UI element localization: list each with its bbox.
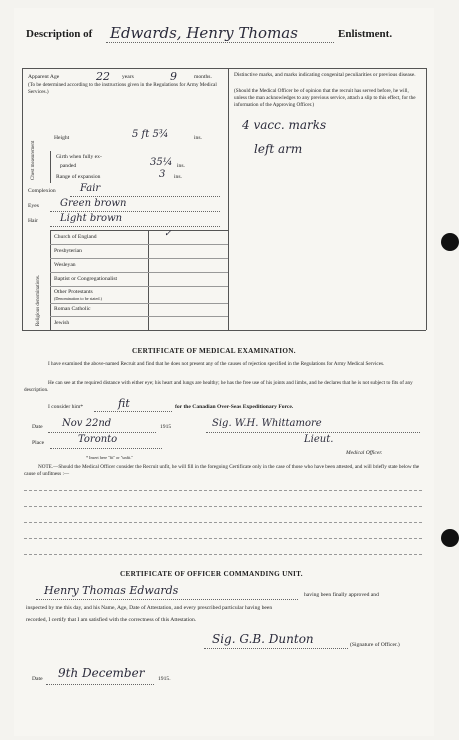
officer-date-label: Date <box>32 676 43 682</box>
height-unit: ins. <box>194 135 202 141</box>
religion-row-rule <box>50 316 228 317</box>
religion-jewish: Jewish <box>54 320 70 326</box>
range-unit: ins. <box>174 174 182 180</box>
cause-line <box>24 554 422 555</box>
column-divider <box>228 68 229 330</box>
medical-signature: Sig. W.H. Whittamore <box>212 418 322 429</box>
place-value: Toronto <box>78 434 118 445</box>
girth-label-line2: panded <box>60 163 77 169</box>
eyes-line <box>50 211 220 212</box>
bottom-rule <box>22 330 426 331</box>
complexion-label: Complexion <box>28 188 56 194</box>
cause-line <box>24 490 422 491</box>
age-years-value: 22 <box>96 70 110 83</box>
age-label: Apparent Age <box>28 74 60 80</box>
fit-note: * Insert here "fit" or "unfit." <box>86 455 134 460</box>
hair-label: Hair <box>28 218 38 224</box>
place-line <box>50 448 162 449</box>
punch-hole <box>441 529 459 547</box>
height-label: Height <box>54 135 70 141</box>
place-label: Place <box>32 440 45 446</box>
marks-line-2: left arm <box>254 142 303 156</box>
officer-year: 1915. <box>158 676 171 682</box>
religion-mark-rule <box>148 230 149 330</box>
religion-row-rule <box>50 303 228 304</box>
officer-line-1: having been finally approved and <box>304 592 379 598</box>
hair-line <box>50 226 220 227</box>
officer-signature: Sig. G.B. Dunton <box>212 632 314 646</box>
medical-signature-rank: Lieut. <box>304 434 334 445</box>
marks-note: (Should the Medical Officer be of opinion that the recruit has served before, he will, unless the man acknowledges to any previous service, attach a slip to this effect, for the information of the Approving Officer.) <box>234 88 416 108</box>
years-label: years <box>122 74 134 80</box>
religion-presbyterian: Presbyterian <box>54 248 82 254</box>
name-dotted-line <box>106 42 334 43</box>
religion-wesleyan: Wesleyan <box>54 262 76 268</box>
officer-heading: CERTIFICATE OF OFFICER COMMANDING UNIT. <box>120 570 303 578</box>
officer-date-line <box>46 684 154 685</box>
eyes-value: Green brown <box>60 198 127 209</box>
range-value: 3 <box>159 169 166 180</box>
religion-other-protestants: Other Protestants <box>54 289 93 295</box>
religion-row-rule <box>50 244 228 245</box>
medical-date-line <box>48 432 156 433</box>
consider-label: I consider him* <box>48 404 84 410</box>
cause-line <box>24 538 422 539</box>
marks-heading: Distinctive marks, and marks indicating congenital peculiarities or previous disease. <box>234 72 416 78</box>
medical-date-value: Nov 22nd <box>62 418 112 429</box>
religion-other-note: (Denomination to be stated.) <box>54 296 102 301</box>
months-label: months. <box>194 74 212 80</box>
medical-heading: CERTIFICATE OF MEDICAL EXAMINATION. <box>132 347 296 355</box>
chest-side-label: Chest measurement <box>31 140 36 180</box>
complexion-line <box>70 196 220 197</box>
officer-date-value: 9th December <box>58 666 145 680</box>
girth-value: 35¼ <box>150 157 173 168</box>
medical-officer-label: Medical Officer. <box>346 450 383 456</box>
age-months-value: 9 <box>170 70 177 83</box>
top-rule <box>22 68 426 69</box>
religion-left-rule <box>50 230 51 330</box>
officer-name-line <box>36 599 298 600</box>
religion-roman-catholic: Roman Catholic <box>54 306 91 312</box>
religion-top-rule <box>50 230 228 231</box>
officer-recruit-name: Henry Thomas Edwards <box>44 584 179 597</box>
chest-brace <box>50 151 51 183</box>
complexion-value: Fair <box>80 183 101 194</box>
religion-baptist: Baptist or Congregationalist <box>54 276 118 282</box>
consider-line <box>94 411 172 412</box>
medical-para-1: I have examined the above-named Recruit and find that he does not present any of the causes of rejection specified in the Regulations for Army Medical Services. <box>48 361 385 367</box>
medical-para-2: He can see at the required distance with either eye; his heart and lungs are healthy; he has the free use of his joints and limbs, and he declares that he is not subject to fits of any description. <box>24 380 413 393</box>
medical-note: NOTE.—Should the Medical Officer consider the Recruit unfit, he will fill in the foregoing Certificate only in the case of those who have been attested, and will briefly state below the cause of unfitness :— <box>24 464 420 477</box>
hair-value: Light brown <box>60 213 123 224</box>
girth-label-line1: Girth when fully ex- <box>56 154 102 160</box>
left-border <box>22 68 23 330</box>
religion-church-of-england: Church of England <box>54 234 97 240</box>
religion-side-label: Religious denominations. <box>36 274 41 326</box>
officer-signature-line <box>204 648 348 649</box>
marks-line-1: 4 vacc. marks <box>242 118 327 132</box>
consider-value: fit <box>118 397 130 410</box>
medical-year: 1915 <box>160 424 172 430</box>
officer-line-3: recorded, I certify that I am satisfied with the correctness of this Attestation. <box>26 617 197 623</box>
medical-signature-line <box>206 432 420 433</box>
attestation-document <box>14 8 434 736</box>
religion-row-rule <box>50 272 228 273</box>
range-label: Range of expansion <box>56 174 101 180</box>
title-prefix: Description of <box>26 28 93 40</box>
right-border <box>426 68 427 330</box>
cause-line <box>24 522 422 523</box>
religion-row-rule <box>50 286 228 287</box>
punch-hole <box>441 233 459 251</box>
officer-signature-label: (Signature of Officer.) <box>350 642 400 648</box>
cause-line <box>24 506 422 507</box>
religion-check-mark: ✓ <box>164 229 172 239</box>
girth-unit: ins. <box>177 163 185 169</box>
recruit-name-handwritten: Edwards, Henry Thomas <box>110 24 298 42</box>
title-suffix: Enlistment. <box>338 28 393 40</box>
officer-line-2: inspected by me this day, and his Name, Age, Date of Attestation, and every prescribed particular having been <box>26 605 273 611</box>
eyes-label: Eyes <box>28 203 39 209</box>
religion-row-rule <box>50 258 228 259</box>
height-value: 5 ft 5¾ <box>132 129 169 140</box>
for-force-label: for the Canadian Over-Seas Expeditionary Force. <box>175 404 294 410</box>
medical-date-label: Date <box>32 424 43 430</box>
age-note: (To be determined according to the instructions given in the Regulations for Army Medical Services.) <box>28 82 217 95</box>
